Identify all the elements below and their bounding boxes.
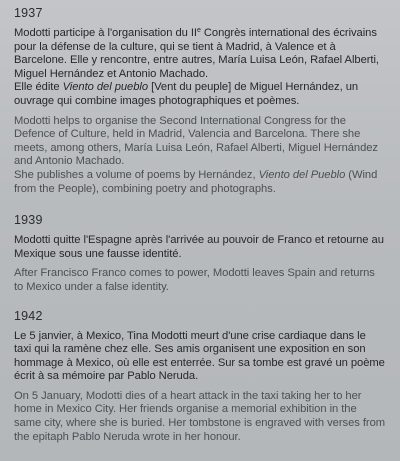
english-paragraph <box>14 115 386 197</box>
english-paragraph: After Francisco Franco comes to power, Modotti leaves Spain and returns to Mexico under a false identity. <box>14 267 375 293</box>
text-run: (Wind from the People), combining poetry and photographs. <box>14 168 378 195</box>
text-run: Congrès international des écrivains pour la défense de la culture, qui se tient à Madrid, à Valence et à Barcelone. Elle y rencontre, entre autres, María Luisa León, Rafael Alberti, Miguel Hernández et Antonio Machado. <box>14 27 379 80</box>
year-heading: 1942 <box>14 308 43 323</box>
section-1937 <box>14 6 386 196</box>
section-1942 <box>14 309 386 445</box>
french-paragraph <box>14 27 386 109</box>
french-paragraph: Le 5 janvier, à Mexico, Tina Modotti meurt d'une crise cardiaque dans le taxi qui la ramène chez elle. Ses amis organisent une exposition en son hommage à Mexico, où elle est enterrée. Sur sa tombe est gravé un poème écrit à sa mémoire par Pablo Neruda. <box>14 329 385 383</box>
french-paragraph: Modotti quitte l'Espagne après l'arrivée au pouvoir de Franco et retourne au Mexique sous une fausse identité. <box>14 234 384 260</box>
superscript: e <box>196 27 201 34</box>
book-title: Viento del pueblo <box>62 81 149 94</box>
section-1939 <box>14 213 386 294</box>
text-run: [Vent du peuple] de Miguel Hernández, un ouvrage qui combine images photographiques et poèmes. <box>14 81 359 107</box>
year-heading: 1937 <box>14 6 43 20</box>
year-heading: 1939 <box>14 213 43 228</box>
text-run: Modotti participe à l'organisation du II <box>14 27 197 39</box>
english-paragraph: On 5 January, Modotti dies of a heart attack in the taxi taking her to her home in Mexico City. Her friends organise a memorial exhibition in the same city, where she is buried. Her tombstone is engraved with verses from the epitaph Pablo Neruda wrote in her honour. <box>14 389 386 443</box>
text-run: Elle édite <box>14 81 63 94</box>
book-title: Viento del Pueblo <box>258 168 346 181</box>
text-run: Modotti helps to organise the Second International Congress for the Defence of Culture, held in Madrid, Valencia and Barcelona. There she meets, among others, María Luisa León, Rafael Alberti, Miguel Hernández and Antonio Machado. <box>14 114 378 168</box>
text-run: She publishes a volume of poems by Hernández, <box>14 168 259 181</box>
